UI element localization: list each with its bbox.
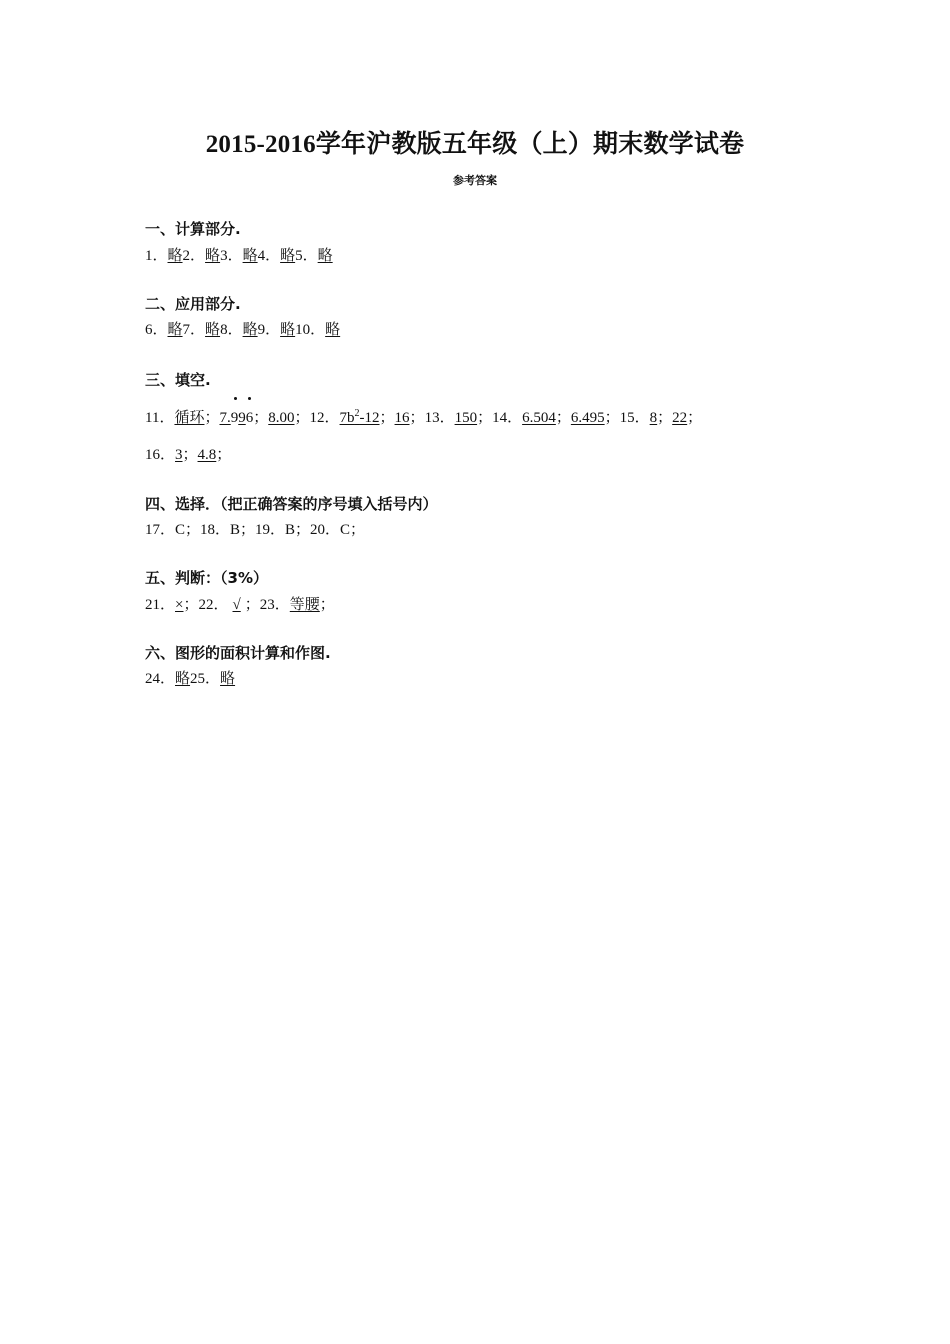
repeat-digit-start — [231, 410, 239, 427]
separator: ； — [409, 410, 425, 426]
separator: ； — [204, 410, 220, 426]
section-1-answers — [145, 244, 333, 265]
separator: ； — [687, 410, 703, 426]
question-number: 16． — [145, 447, 176, 463]
separator: ； — [253, 410, 269, 426]
answer-check: √ — [232, 597, 241, 613]
answer: 8.00 — [268, 410, 295, 426]
separator: ； — [319, 597, 335, 613]
answer: 22 — [672, 410, 688, 426]
digit: 9 — [238, 410, 246, 426]
separator: ； — [379, 410, 395, 426]
answer: 4.8 — [197, 447, 217, 463]
separator: ； — [244, 597, 260, 613]
separator: ； — [555, 410, 571, 426]
answer: 6.504 — [522, 410, 556, 426]
separator: ； — [216, 447, 232, 463]
decimal-integer-part: 7. — [219, 410, 231, 426]
question-number: 12． — [309, 410, 340, 426]
question-number: 15． — [619, 410, 650, 426]
answer: 略 — [205, 248, 221, 264]
page-title: 2015-2016学年沪教版五年级（上）期末数学试卷 — [205, 131, 745, 158]
answer — [340, 410, 380, 426]
question-number: 11． — [145, 410, 175, 426]
answer: 略 — [317, 248, 333, 264]
expression-base: 7b — [339, 410, 355, 426]
question-number: 3． — [220, 248, 243, 264]
question-number: 1． — [145, 248, 168, 264]
answer: 16 — [394, 410, 410, 426]
question-number: 7． — [182, 322, 206, 338]
question-number: 4． — [257, 248, 281, 264]
section-2-heading: 二、应用部分. — [145, 295, 241, 313]
question-number: 24． — [145, 671, 176, 687]
answer: 略 — [280, 248, 296, 264]
section-3-line-2 — [145, 443, 231, 464]
question-number: 14． — [492, 410, 523, 426]
answer: 6.495 — [570, 410, 605, 426]
answer: 略 — [167, 248, 183, 264]
expression-rest: -12 — [359, 410, 380, 426]
answer: 略 — [167, 322, 183, 338]
separator: ； — [294, 410, 310, 426]
answer: 略 — [242, 248, 258, 264]
section-2-answers — [145, 318, 340, 339]
answer: 略 — [220, 671, 236, 687]
separator: ； — [604, 410, 620, 426]
separator: ； — [183, 597, 199, 613]
answer: 150 — [454, 410, 478, 426]
answer: 循环 — [174, 410, 205, 426]
answer: 略 — [242, 322, 258, 338]
repeat-dot — [248, 397, 251, 400]
question-number: 5． — [295, 248, 318, 264]
question-number: 8． — [220, 322, 243, 338]
question-number: 9． — [257, 322, 281, 338]
separator: ； — [657, 410, 673, 426]
section-6-answers — [145, 667, 235, 688]
subtitle: 参考答案 — [453, 174, 497, 187]
digit: 9 — [230, 410, 239, 426]
repeat-digit-end — [246, 410, 254, 427]
answer: 3 — [175, 447, 183, 463]
answer: 略 — [175, 671, 191, 687]
question-number: 21． — [145, 597, 176, 613]
repeating-decimal-answer — [219, 410, 253, 427]
section-5-heading: 五、判断：（3%） — [145, 569, 268, 587]
question-number: 13． — [424, 410, 455, 426]
answer-cross: × — [175, 597, 184, 613]
question-number: 23． — [259, 597, 290, 613]
section-1-heading: 一、计算部分. — [145, 220, 241, 238]
section-4-heading: 四、选择．（把正确答案的序号填入括号内） — [145, 495, 438, 513]
section-3-line-1 — [145, 406, 702, 427]
section-4-answers: 17．C；18．B；19．B；20．C； — [145, 522, 366, 538]
separator: ； — [182, 447, 198, 463]
section-3-heading: 三、填空. — [145, 371, 211, 389]
section-6-heading: 六、图形的面积计算和作图. — [145, 644, 331, 662]
question-number: 2． — [182, 248, 206, 264]
question-number: 6． — [145, 322, 168, 338]
exponent: 2 — [354, 408, 360, 419]
question-number: 10． — [295, 322, 326, 338]
question-number: 22． — [198, 597, 229, 613]
answer: 8 — [649, 410, 658, 426]
answer: 略 — [280, 322, 296, 338]
answer: 等腰 — [289, 597, 320, 613]
answer: 略 — [205, 322, 221, 338]
repeat-dot — [234, 397, 237, 400]
separator: ； — [477, 410, 493, 426]
digit: 6 — [245, 410, 254, 426]
section-5-answers — [145, 593, 335, 614]
answer: 略 — [325, 322, 341, 338]
question-number: 25． — [190, 671, 221, 687]
